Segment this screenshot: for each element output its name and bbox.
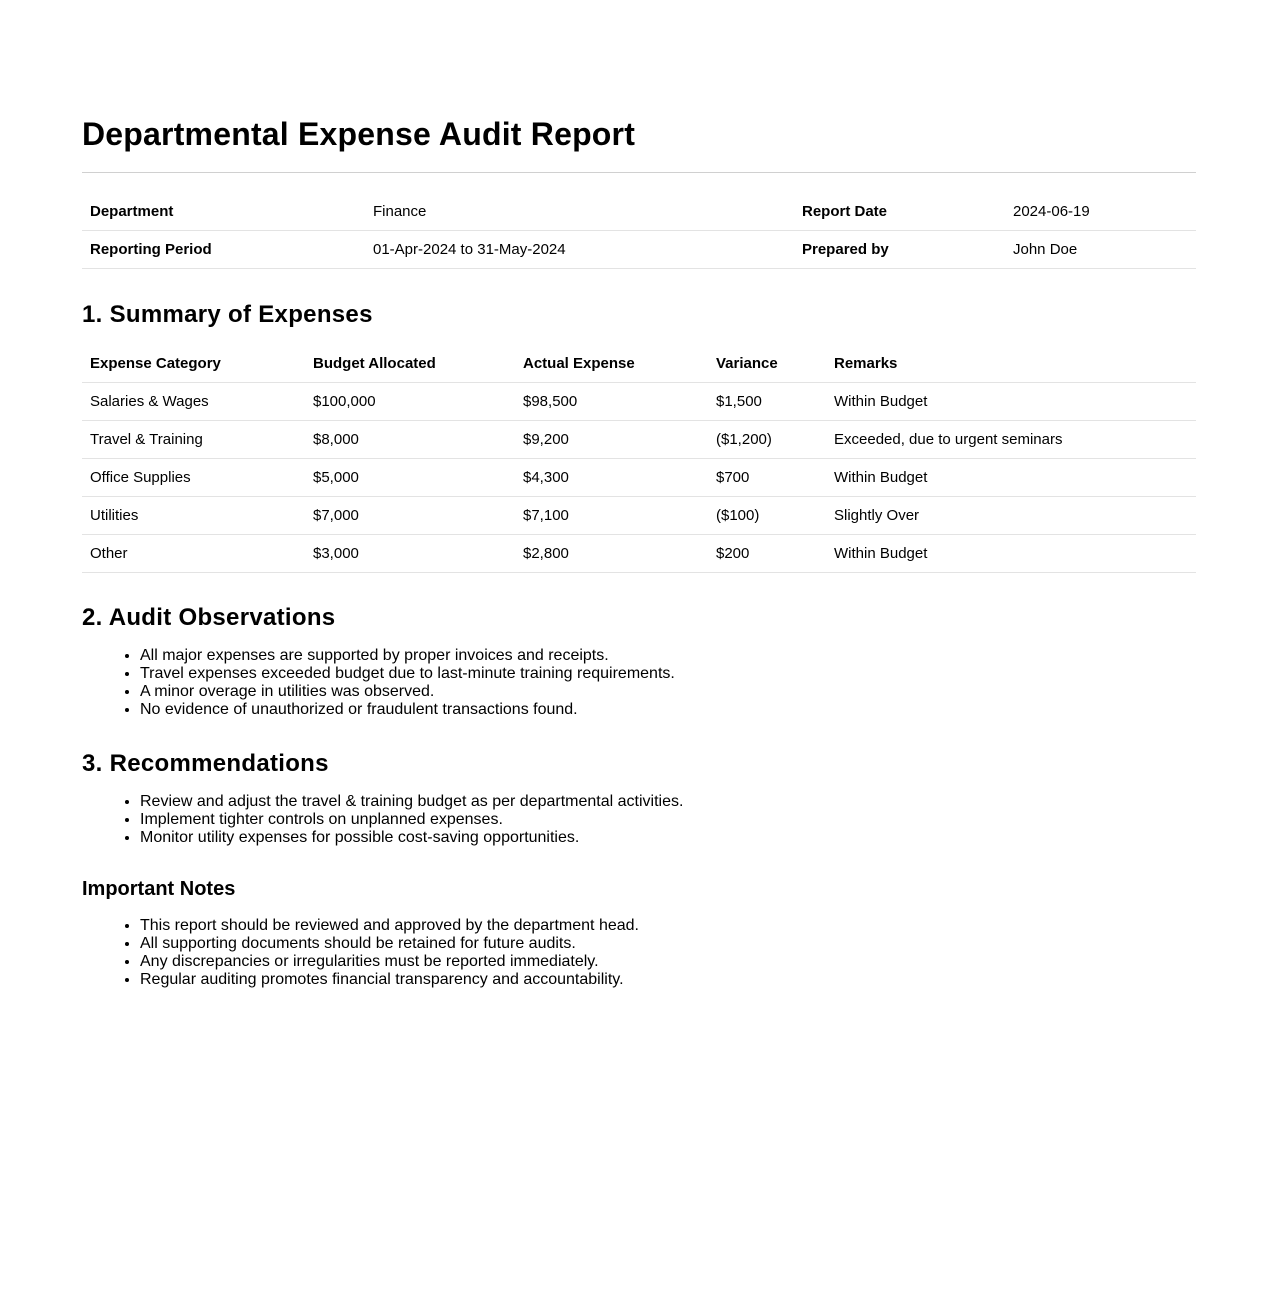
department-label: Department xyxy=(82,193,365,231)
cell-variance: $200 xyxy=(708,535,826,573)
cell-variance: $700 xyxy=(708,459,826,497)
recommendations-heading: 3. Recommendations xyxy=(82,750,329,777)
table-row xyxy=(82,535,1196,573)
meta-row xyxy=(82,193,1196,231)
observations-heading: 2. Audit Observations xyxy=(82,604,336,631)
cell-remarks: Within Budget xyxy=(826,383,1196,421)
cell-remarks: Within Budget xyxy=(826,459,1196,497)
column-header-variance: Variance xyxy=(708,345,826,383)
report-date-value: 2024-06-19 xyxy=(1005,193,1196,231)
list-item: • All major expenses are supported by proper invoices and receipts. xyxy=(140,647,1196,665)
cell-remarks: Slightly Over xyxy=(826,497,1196,535)
list-item: • A minor overage in utilities was observed. xyxy=(140,683,1196,701)
list-item: • This report should be reviewed and approved by the department head. xyxy=(140,917,1196,935)
cell-budget: $5,000 xyxy=(305,459,515,497)
cell-budget: $3,000 xyxy=(305,535,515,573)
column-header-actual: Actual Expense xyxy=(515,345,708,383)
table-row xyxy=(82,497,1196,535)
important-notes-heading: Important Notes xyxy=(82,878,236,900)
meta-row xyxy=(82,231,1196,269)
reporting-period-label: Reporting Period xyxy=(82,231,365,269)
table-header-row xyxy=(82,345,1196,383)
table-row xyxy=(82,421,1196,459)
column-header-remarks: Remarks xyxy=(826,345,1196,383)
cell-budget: $8,000 xyxy=(305,421,515,459)
cell-variance: ($100) xyxy=(708,497,826,535)
cell-variance: $1,500 xyxy=(708,383,826,421)
prepared-by-value: John Doe xyxy=(1005,231,1196,269)
prepared-by-label: Prepared by xyxy=(794,231,1005,269)
list-item: • Monitor utility expenses for possible cost-saving opportunities. xyxy=(140,829,1196,847)
list-item: • Travel expenses exceeded budget due to last-minute training requirements. xyxy=(140,665,1196,683)
report-meta-table xyxy=(82,193,1196,269)
cell-category: Office Supplies xyxy=(82,459,305,497)
cell-actual: $98,500 xyxy=(515,383,708,421)
title-divider xyxy=(82,172,1196,173)
cell-actual: $4,300 xyxy=(515,459,708,497)
department-value: Finance xyxy=(365,193,794,231)
cell-actual: $7,100 xyxy=(515,497,708,535)
report-date-label: Report Date xyxy=(794,193,1005,231)
report-title: Departmental Expense Audit Report xyxy=(82,116,636,152)
recommendations-list xyxy=(82,793,1196,847)
observations-list xyxy=(82,647,1196,719)
list-item: • Review and adjust the travel & training budget as per departmental activities. xyxy=(140,793,1196,811)
table-row xyxy=(82,459,1196,497)
important-notes-list xyxy=(82,917,1196,989)
table-row xyxy=(82,383,1196,421)
cell-category: Salaries & Wages xyxy=(82,383,305,421)
list-item: • All supporting documents should be retained for future audits. xyxy=(140,935,1196,953)
cell-budget: $100,000 xyxy=(305,383,515,421)
cell-actual: $2,800 xyxy=(515,535,708,573)
list-item: • No evidence of unauthorized or fraudulent transactions found. xyxy=(140,701,1196,719)
list-item: • Implement tighter controls on unplanned expenses. xyxy=(140,811,1196,829)
cell-category: Utilities xyxy=(82,497,305,535)
column-header-category: Expense Category xyxy=(82,345,305,383)
cell-category: Travel & Training xyxy=(82,421,305,459)
cell-category: Other xyxy=(82,535,305,573)
column-header-budget: Budget Allocated xyxy=(305,345,515,383)
expense-summary-table xyxy=(82,345,1196,573)
reporting-period-value: 01-Apr-2024 to 31-May-2024 xyxy=(365,231,794,269)
list-item: • Regular auditing promotes financial transparency and accountability. xyxy=(140,971,1196,989)
list-item: • Any discrepancies or irregularities must be reported immediately. xyxy=(140,953,1196,971)
cell-remarks: Within Budget xyxy=(826,535,1196,573)
cell-remarks: Exceeded, due to urgent seminars xyxy=(826,421,1196,459)
cell-actual: $9,200 xyxy=(515,421,708,459)
cell-budget: $7,000 xyxy=(305,497,515,535)
summary-heading: 1. Summary of Expenses xyxy=(82,301,373,328)
cell-variance: ($1,200) xyxy=(708,421,826,459)
